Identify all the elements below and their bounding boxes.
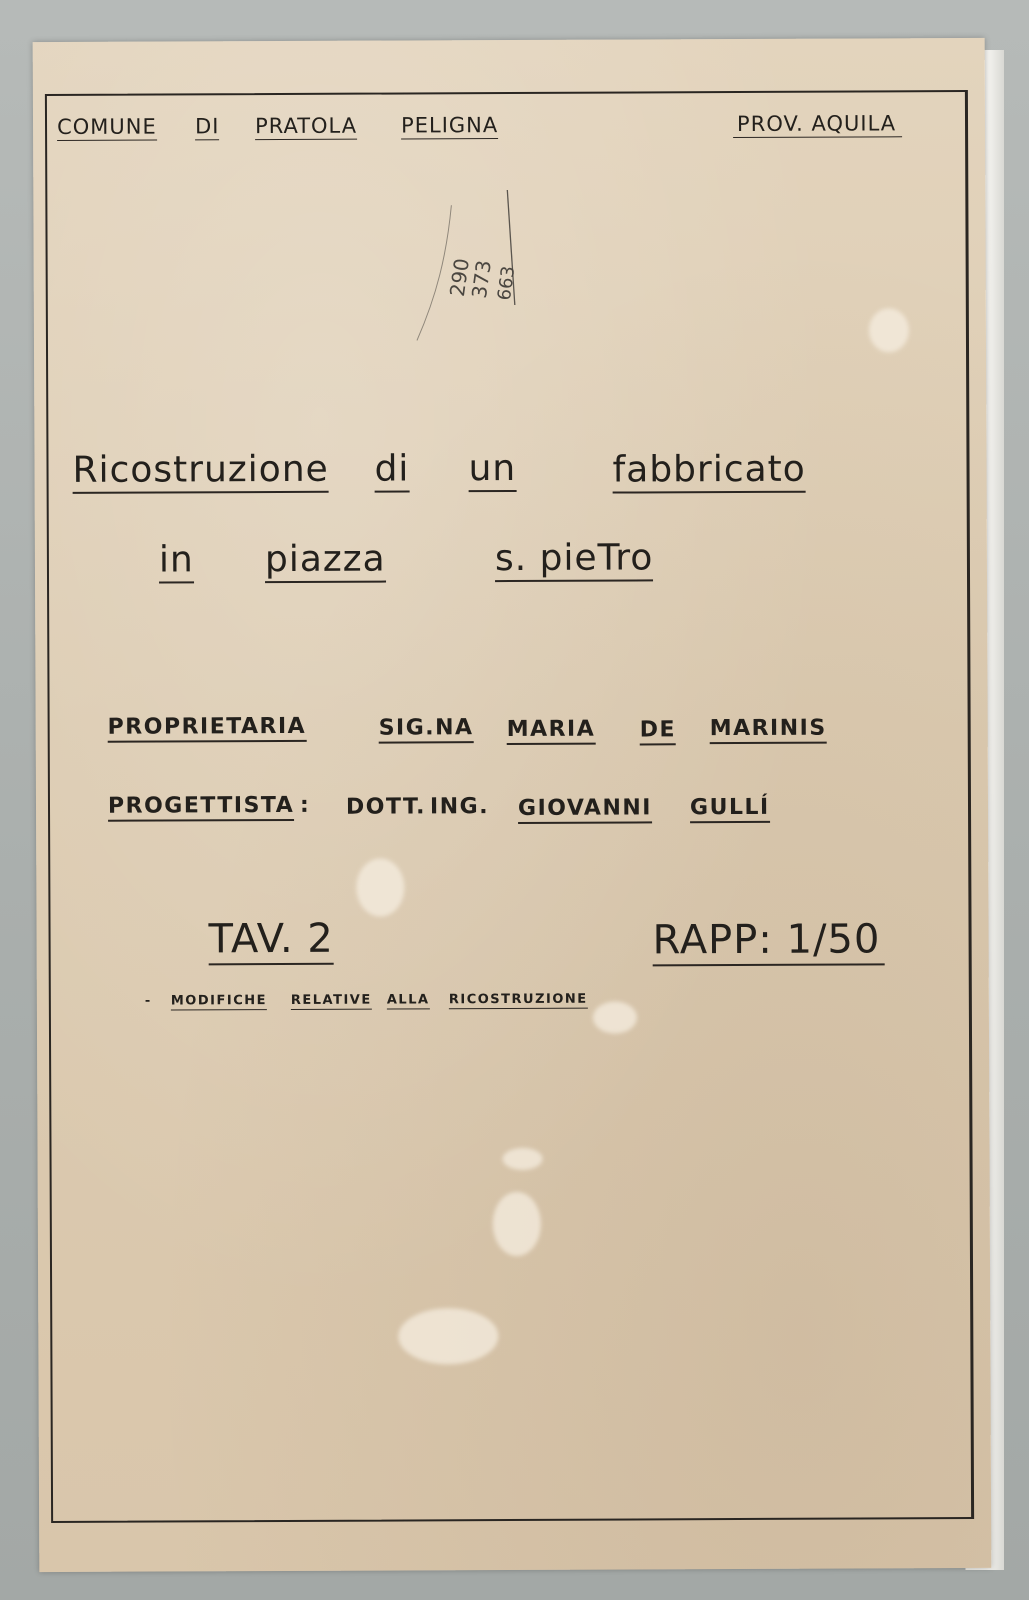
pencil-number: 373: [466, 258, 496, 300]
stain-mark: [502, 1148, 542, 1170]
stain-mark: [356, 858, 404, 916]
header-province: PROV. AQUILA: [733, 111, 902, 138]
header-comune: COMUNE: [56, 114, 157, 139]
header-pratola: PRATOLA: [254, 113, 358, 139]
designer-title-dott: DOTT.: [345, 794, 427, 820]
designer-title-ing: ING.: [429, 794, 490, 820]
title-word: s. pieTro: [495, 537, 654, 582]
designer-last-name: GULLÍ: [690, 795, 770, 823]
owner-last-name: MARINIS: [710, 716, 827, 745]
header-peligna: PELIGNA: [400, 113, 499, 138]
drawing-scale: RAPP: 1/50: [652, 916, 884, 966]
designer-first-name: GIOVANNI: [518, 795, 652, 824]
pencil-annotation: [411, 185, 522, 350]
owner-title: SIG.NA: [379, 715, 474, 743]
table-number: TAV. 2: [208, 916, 333, 966]
title-word: di: [374, 448, 409, 492]
title-word: in: [159, 539, 194, 583]
stain-mark: [869, 308, 909, 352]
caption-word: RELATIVE: [290, 992, 372, 1008]
pencil-number: 663: [493, 264, 520, 302]
stain-mark: [593, 1001, 637, 1033]
title-word: fabbricato: [612, 449, 805, 494]
stain-mark: [398, 1308, 498, 1364]
title-word: un: [468, 448, 516, 492]
owner-particle: DE: [640, 717, 676, 745]
owner-first-name: MARIA: [507, 717, 596, 745]
pencil-number: 290: [444, 256, 474, 298]
designer-label: PROGETTISTA: [108, 793, 294, 822]
header-di: DI: [194, 114, 220, 139]
title-word: piazza: [265, 539, 386, 584]
caption-word: RICOSTRUZIONE: [448, 991, 588, 1008]
designer-colon: :: [299, 792, 311, 818]
caption-dash: -: [144, 993, 152, 1009]
caption-word: MODIFICHE: [170, 993, 268, 1009]
title-word: Ricostruzione: [72, 449, 328, 494]
document-sheet: [33, 38, 992, 1572]
stain-mark: [493, 1192, 541, 1256]
owner-label: PROPRIETARIA: [108, 714, 307, 743]
caption-word: ALLA: [386, 992, 430, 1008]
